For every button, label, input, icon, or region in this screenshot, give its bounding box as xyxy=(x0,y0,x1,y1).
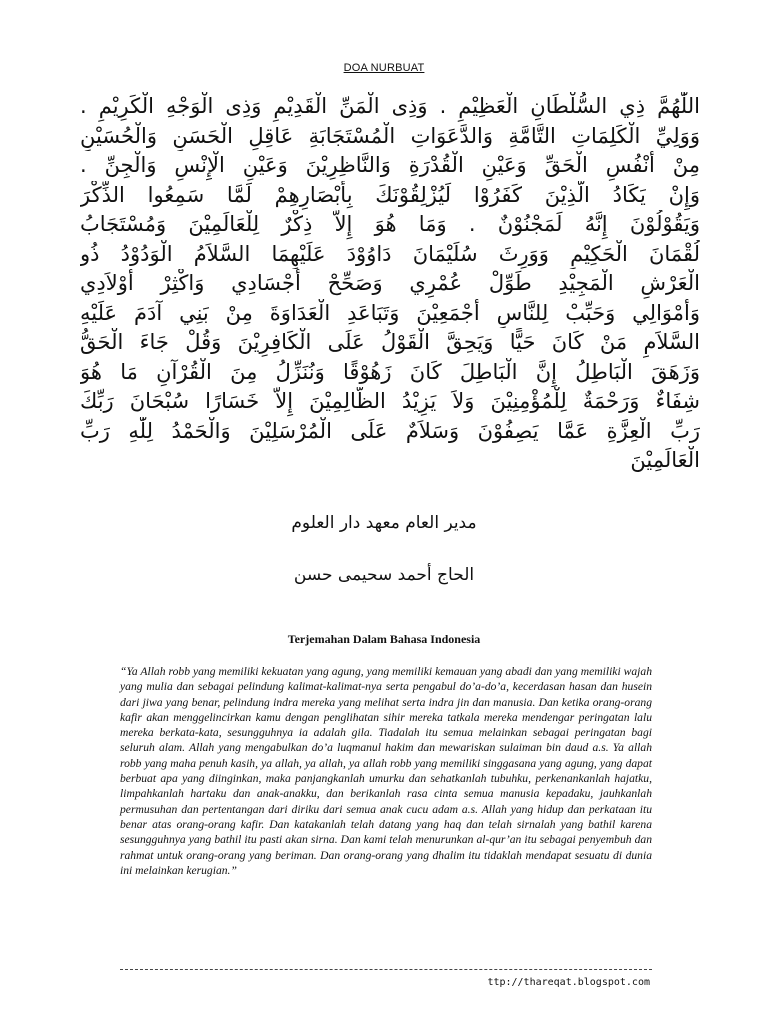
arabic-line: الْعَرْشِ الْمَجِيْدِ طَوِّلْ عُمْرِي وَصَحِّحْ أَجْسَادِي وَاكْثِرْ أَوْلاَدِي xyxy=(80,271,700,295)
signature-name: الحاج أحمد سحيمى حسن xyxy=(293,565,475,585)
arabic-line: وَأَمْوَالِي وَحَبِّبْ لِلنَّاسِ أَجْمَعِيْنَ وَتَبَاعَدِ الْعَدَاوَةَ مِنْ بَنِي آدَمَ عَلَيْهِ xyxy=(80,300,700,325)
arabic-line: شِفَاءٌ وَرَحْمَةٌ لِلْمُؤْمِنِيْنَ وَلاَ يَزِيْدُ الظَّالِمِيْنَ إِلاَّ خَسَارًا سُبْحَانَ رَبِّكَ xyxy=(80,389,700,413)
signature-position: مدير العام معهد دار العلوم xyxy=(291,513,477,533)
footer-url: ttp://thareqat.blogspot.com xyxy=(487,977,650,988)
arabic-line: وَزَهَقَ الْبَاطِلُ إِنَّ الْبَاطِلَ كَانَ زَهُوْقًا وَنُنَزِّلُ مِنَ الْقُرْآنِ مَا هُوَ xyxy=(80,359,700,384)
arabic-line: لُقْمَانَ الْحَكِيْمِ وَوَرِثَ سُلَيْمَانَ دَاوُوْدَ عَلَيْهِمَا السَّلاَمُ الْوَدُوْدُ ذُو xyxy=(80,241,700,266)
translation-text: “Ya Allah robb yang memiliki kekuatan yang agung, yang memiliki kemauan yang abadi dan yang memiliki wajah yang mulia dan sebagai pelindung kalimat-kalimat-nya serta pengabul do’a-do’a, kecerdasan hasan dan husein dari jiwa yang benar, pelindung indra mereka yang melihat serta indra jin dan manusia. Dan ketika orang-orang kafir akan menggelincirkan kamu dengan penglihatan sihir mereka tatkala mereka mendengar peringatan lalu mereka berkata-kata, sesungguhnya ia adalah gila. Tiadalah itu semua melainkan sebagai peringatan bagi seluruh alam. Allah yang mengabulkan do’a luqmanul hakim dan mewariskan sulaiman bin daud a.s. Ya allah robb yang maha penuh kasih, ya allah, ya allah, ya allah robb yang memiliki singgasana yang agung, yang dapat berbuat apa yang diinginkan, maka panjangkanlah umurku dan sehatkanlah tubuhku, perkenankanlah hajatku, limpahkanlah hartaku dan anak-anakku, dan berikanlah rasa cinta semua manusia kepadaku, jauhkanlah permusuhan dan pertentangan dari diriku dari semua anak cucu adam a.s. Allah yang hidup dan perkataan itu benar atas orang-orang kafir. Dan katakanlah telah datang yang haq dan telah sirnalah yang bathil karena sesungguhnya yang bathil itu pasti akan sirna. Dan kami telah menurunkan al-qur’an itu sebagai penyembuh dan rahmat untuk orang-orang yang beriman. Dan orang-orang yang dhalim itu tidaklah mendapat sesuatu di dunia ini melainkan kerugian.” xyxy=(120,665,652,877)
arabic-line: وَإِنْ يَكَادُ الَّذِيْنَ كَفَرُوْا لَيُزْلِقُوْنَكَ بِأَبْصَارِهِمْ لَمَّا سَمِعُوا الذِّكْرَ xyxy=(80,182,700,207)
arabic-line: وَيَقُوْلُوْنَ إِنَّهُ لَمَجْنُوْنٌ . وَمَا هُوَ إِلاَّ ذِكْرٌ لِلْعَالَمِيْنَ وَمُسْتَجَابُ xyxy=(80,212,700,236)
arabic-line: مِنْ أَنْفُسِ الْحَقِّ وَعَيْنِ الْقُدْرَةِ وَالنَّاظِرِيْنَ وَعَيْنِ الْإِنْسِ وَالْجِنِّ . xyxy=(80,153,700,177)
footer-divider xyxy=(120,969,652,970)
arabic-line: الْعَالَمِيْنَ xyxy=(630,448,700,472)
arabic-line: وَوَلِيِّ الْكَلِمَاتِ التَّامَّةِ وَالدَّعَوَاتِ الْمُسْتَجَابَةِ عَاقِلِ الْحَسَنِ وَالْحُسَيْنِ xyxy=(80,123,700,148)
arabic-line: اللّٰهُمَّ ذِي السُّلْطَانِ الْعَظِيْمِ . وَذِى الْمَنِّ الْقَدِيْمِ وَذِى الْوَجْهِ الْكَرِيْمِ . xyxy=(80,94,700,118)
arabic-prayer-text xyxy=(80,92,700,476)
arabic-line: رَبِّ الْعِزَّةِ عَمَّا يَصِفُوْنَ وَسَلاَمٌ عَلَى الْمُرْسَلِيْنَ وَالْحَمْدُ لِلّٰهِ رَبِّ xyxy=(80,418,700,443)
document-title: DOA NURBUAT xyxy=(343,62,425,74)
translation-heading: Terjemahan Dalam Bahasa Indonesia xyxy=(287,632,481,646)
arabic-line: السَّلاَمِ مَنْ كَانَ حَيًّا وَيَحِقَّ الْقَوْلُ عَلَى الْكَافِرِيْنَ وَقُلْ جَاءَ الْحَقُّ xyxy=(80,330,700,354)
